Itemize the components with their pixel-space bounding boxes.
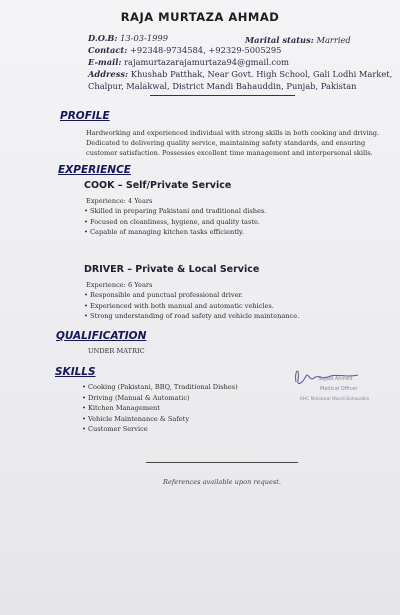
contact-line <box>88 45 281 55</box>
email-label: E-mail: <box>88 57 122 67</box>
qualification-value: UNDER MATRIC <box>88 347 145 355</box>
list-item: • Strong understanding of road safety and vehicle maintenance. <box>84 312 300 320</box>
job-title-cook: COOK – Self/Private Service <box>84 180 232 191</box>
experience-heading: EXPERIENCE <box>58 164 131 176</box>
stamp-line-3: RHC Malakwal Mandi Bahauddin <box>300 397 370 402</box>
list-item: • Focused on cleanliness, hygiene, and quality taste. <box>84 217 260 226</box>
header-divider <box>150 95 295 96</box>
job-points-cook <box>84 207 266 239</box>
footer-divider <box>146 462 298 463</box>
list-item: • Capable of managing kitchen tasks efficiently. <box>84 228 244 236</box>
email-value[interactable]: rajamurtazarajamurtaza94@gmail.com <box>124 57 289 67</box>
dob-line <box>88 33 168 43</box>
list-item: • Experienced with both manual and automatic vehicles. <box>84 301 274 310</box>
candidate-name: RAJA MURTAZA AHMAD <box>120 10 280 24</box>
stamp-line-1: Sajjad Ahmed <box>318 376 353 382</box>
dob-value: 13-03-1999 <box>120 33 168 43</box>
list-item: • Skilled in preparing Pakistani and traditional dishes. <box>84 207 267 215</box>
signature-stamp <box>288 360 373 412</box>
references-note: References available upon request. <box>163 478 281 486</box>
list-item: • Cooking (Pakistani, BBQ, Traditional Dishes) <box>82 383 238 391</box>
job-title-driver: DRIVER – Private & Local Service <box>84 264 260 275</box>
address-line1 <box>88 69 392 79</box>
job-years-driver: Experience: 6 Years <box>86 281 153 289</box>
job-points-driver <box>84 291 299 323</box>
contact-label: Contact: <box>88 45 128 55</box>
marital-value: Married <box>316 35 351 45</box>
address-label: Address: <box>88 69 129 79</box>
marital-line <box>245 35 351 45</box>
stamp-line-2: Medical Officer <box>320 386 358 392</box>
list-item: • Vehicle Maintenance & Safety <box>82 414 190 423</box>
skills-list <box>82 383 238 436</box>
list-item: • Customer Service <box>82 425 148 433</box>
email-line <box>88 57 289 67</box>
dob-label: D.O.B: <box>88 33 118 43</box>
address-line2: Chalpur, Malakwal, District Mandi Bahauddin, Punjab, Pakistan <box>88 81 357 91</box>
profile-text: Hardworking and experienced individual with strong skills in both cooking and driving. Dedicated to delivering quality service, maintaining safety standards, and ensuring customer satisfaction. Possesses excellent time management and interpersonal skills. <box>86 129 380 157</box>
qualification-heading: QUALIFICATION <box>56 330 147 342</box>
list-item: • Responsible and punctual professional driver. <box>84 291 243 299</box>
job-years-cook: Experience: 4 Years <box>86 197 153 205</box>
profile-heading: PROFILE <box>60 110 110 122</box>
address-value-1: Khushab Patthak, Near Govt. High School, Gali Lodhi Market, <box>130 69 393 79</box>
list-item: • Kitchen Management <box>82 404 160 412</box>
list-item: • Driving (Manual & Automatic) <box>82 393 190 402</box>
skills-heading: SKILLS <box>55 366 96 378</box>
contact-value: +92348-9734584, +92329-5005295 <box>129 45 282 55</box>
marital-label: Marital status: <box>245 35 314 45</box>
